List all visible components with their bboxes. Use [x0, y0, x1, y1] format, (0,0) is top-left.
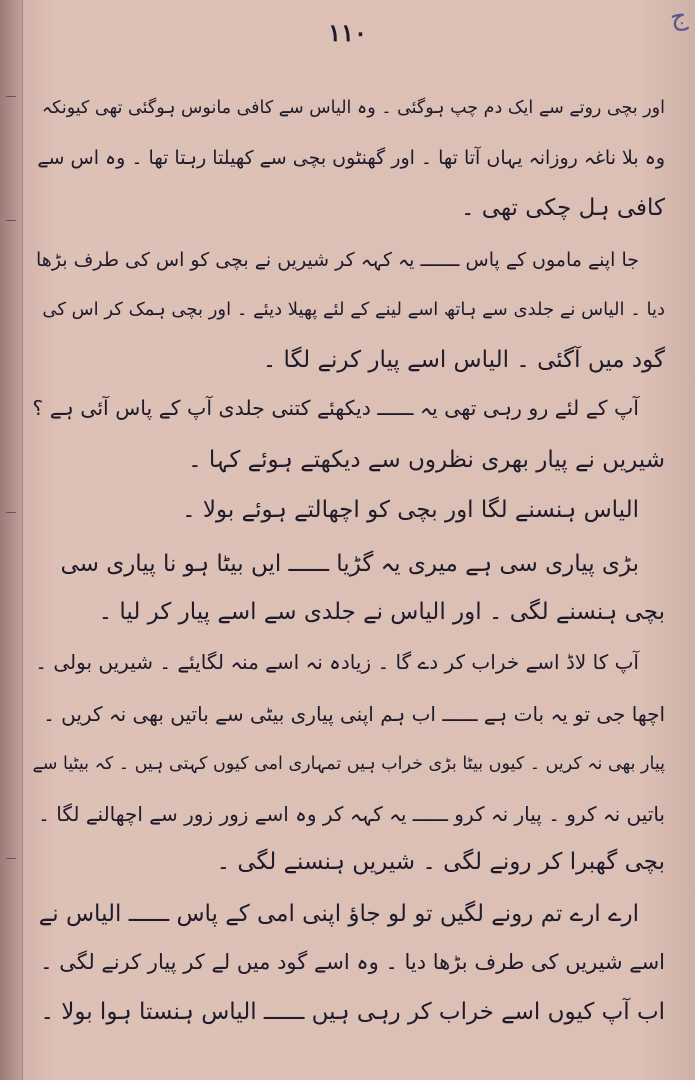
corner-mark: ج [667, 0, 690, 34]
text-line: شیریں نے پیار بھری نظروں سے دیکھتے ہوئے کہا ۔ [188, 447, 665, 473]
text-line: دیا ۔ الیاس نے جلدی سے ہاتھ اسے لینے کے لئے پھیلا دیئے ۔ اور بچی ہمک کر اس کی [42, 299, 665, 320]
text-line: گود میں آگئی ۔ الیاس اسے پیار کرنے لگا ۔ [262, 347, 665, 373]
text-line: کافی ہل چکی تھی ۔ [460, 195, 665, 221]
text-line: وہ بلا ناغہ روزانہ یہاں آتا تھا ۔ اور گھنٹوں بچی سے کھیلتا رہتا تھا ۔ وہ اس سے [37, 147, 665, 169]
text-line: اسے شیریں کی طرف بڑھا دیا ۔ وہ اسے گود میں لے کر پیار کرنے لگی ۔ [40, 950, 665, 974]
text-line: جا اپنے ماموں کے پاس ـــــــ یہ کہہ کر شیریں نے بچی کو اس کی طرف بڑھا [36, 249, 639, 271]
text-line: ارے ارے تم رونے لگیں تو لو جاؤ اپنی امی کے پاس ــــــ الیاس نے [38, 901, 639, 927]
text-line: پیار بھی نہ کریں ۔ کیوں بیٹا بڑی خراب ہیں تمہاری امی کیوں کہتی ہیں ۔ کہ بیٹیا سے [32, 754, 665, 774]
text-line: باتیں نہ کرو ۔ پیار نہ کرو ــــــ یہ کہہ کر وہ اسے زور زور سے اچھالنے لگا ۔ [38, 802, 665, 826]
text-line: بڑی پیاری سی ہے میری یہ گڑیا ــــــ ایں بیٹا ہو نا پیاری سی [60, 551, 639, 577]
text-line: اب آپ کیوں اسے خراب کر رہی ہیں ــــــ الیاس ہنستا ہوا بولا ۔ [40, 999, 665, 1025]
text-line: بچی ہنسنے لگی ۔ اور الیاس نے جلدی سے اسے پیار کر لیا ۔ [98, 599, 665, 625]
text-line: اور بچی روتے سے ایک دم چپ ہوگئی ۔ وہ الیاس سے کافی مانوس ہوگئی تھی کیونکہ [41, 98, 665, 118]
page-number: ۱۱۰ [328, 18, 367, 47]
text-line: اچھا جی تو یہ بات ہے ــــــ اب ہم اپنی پیاری بیٹی سے باتیں بھی نہ کریں ۔ [43, 702, 665, 726]
text-line: بچی گھبرا کر رونے لگی ۔ شیریں ہنسنے لگی ۔ [216, 849, 665, 875]
text-line: آپ کا لاڈ اسے خراب کر دے گا ۔ زیادہ نہ اسے منہ لگایئے ۔ شیریں بولی ۔ [35, 650, 639, 674]
text-line: الیاس ہنسنے لگا اور بچی کو اچھالتے ہوئے بولا ۔ [182, 497, 639, 523]
text-line: آپ کے لئے رو رہی تھی یہ ــــــ دیکھئے کتنی جلدی آپ کے پاس آئی ہے ؟ [32, 396, 639, 420]
